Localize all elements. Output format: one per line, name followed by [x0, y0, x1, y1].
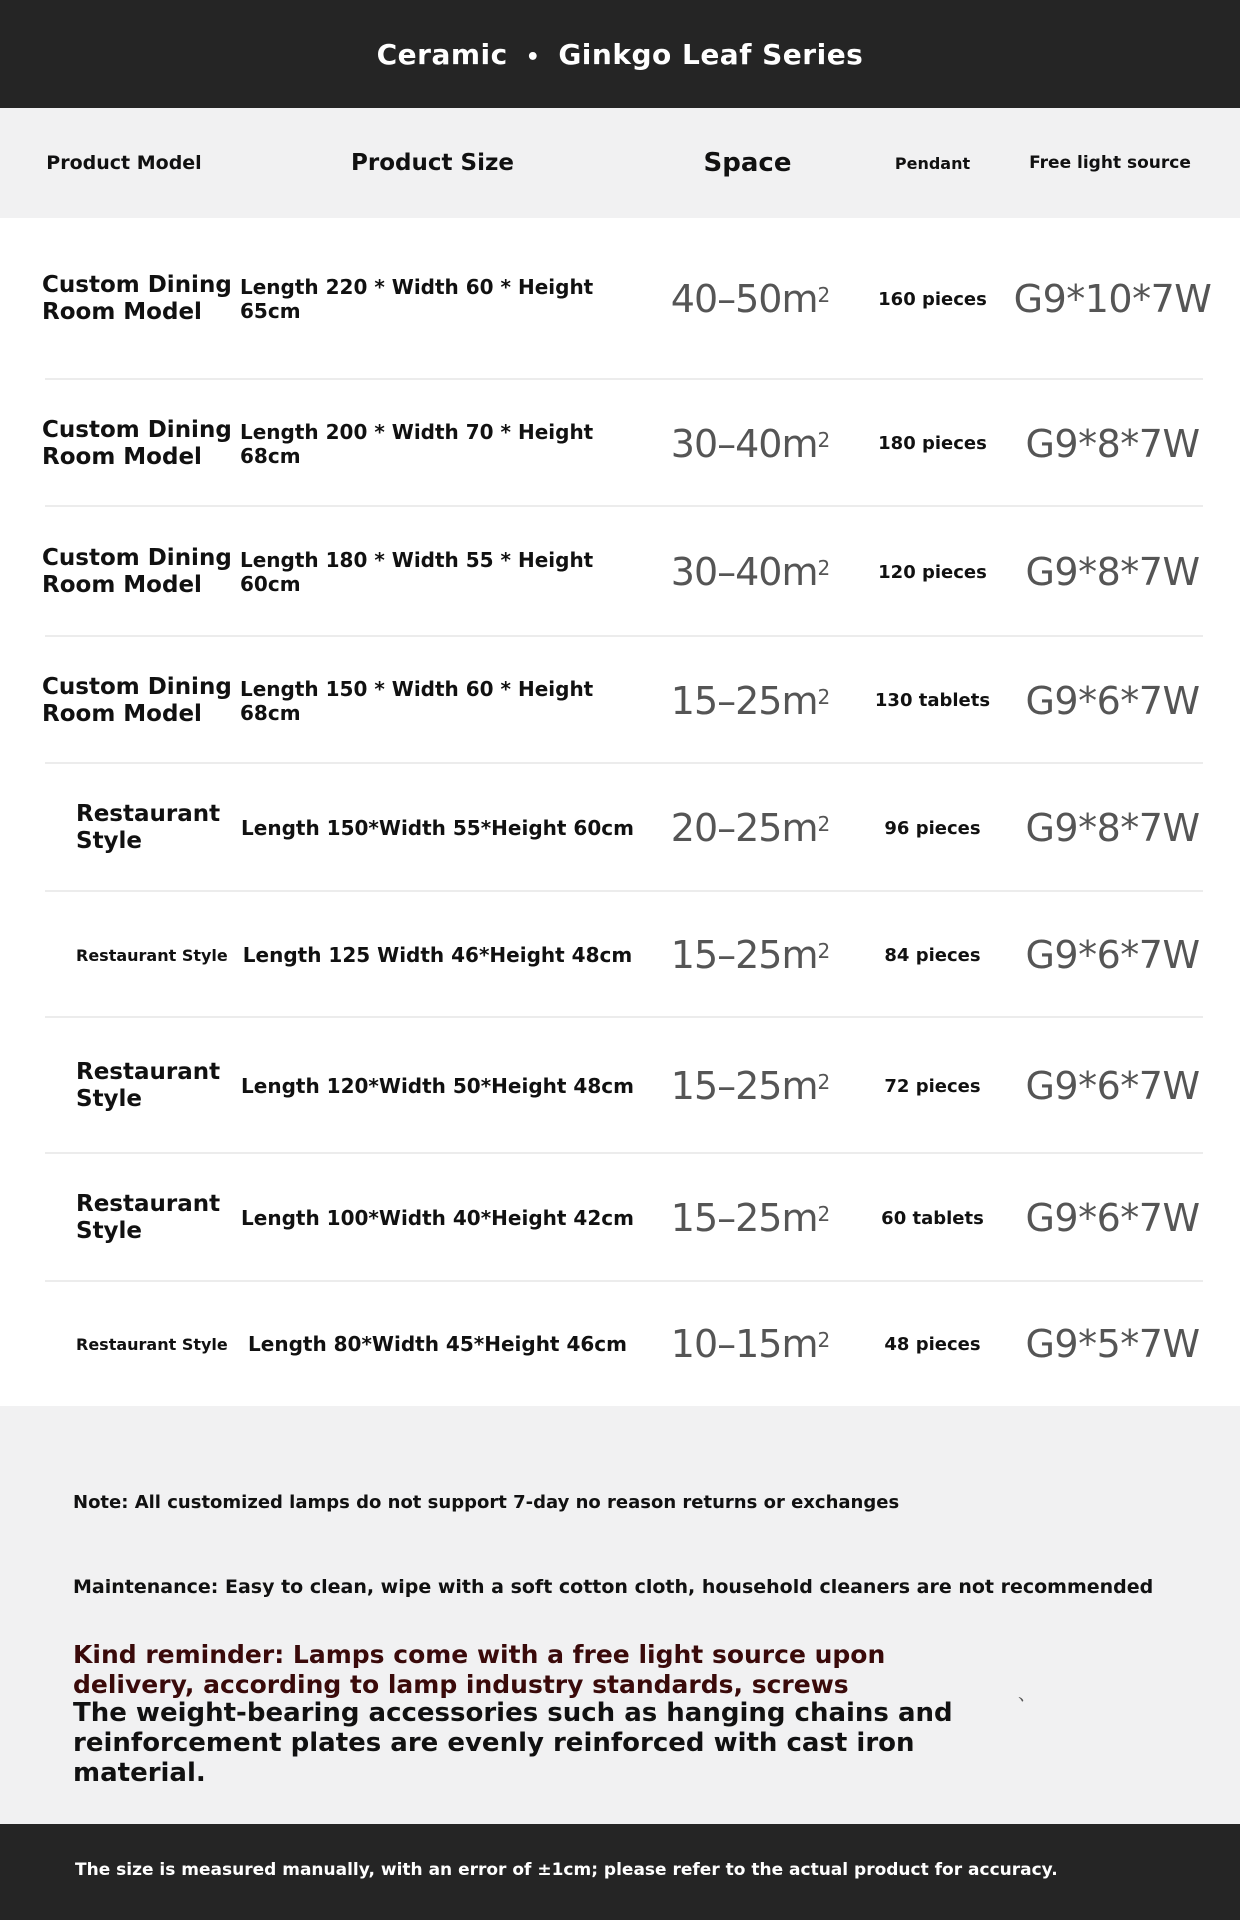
row-light: G9*8*7W — [1025, 550, 1200, 594]
row-space-value: 30–40m — [670, 550, 818, 594]
table-row — [0, 218, 1240, 380]
row-space-unit-superscript: 2 — [817, 684, 830, 709]
row-space — [650, 1018, 850, 1154]
table-row — [0, 637, 1240, 764]
spec-table — [0, 218, 1240, 1406]
row-light: G9*8*7W — [1025, 806, 1200, 850]
header-space: Space — [703, 148, 792, 178]
notes-section — [0, 1406, 1240, 1824]
tick-mark: 、 — [1018, 1684, 1036, 1705]
row-pendant: 130 tablets — [874, 690, 991, 711]
row-space-value: 15–25m — [670, 1064, 818, 1108]
title-left: Ceramic — [376, 37, 508, 71]
row-space-value: 15–25m — [670, 933, 818, 977]
row-light: G9*6*7W — [1025, 678, 1200, 723]
row-light: G9*6*7W — [1025, 1064, 1200, 1108]
row-space-unit-superscript: 2 — [817, 1070, 830, 1094]
title-bar — [0, 0, 1240, 108]
row-size: Length 100*Width 40*Height 42cm — [241, 1206, 634, 1230]
row-space-value: 20–25m — [670, 806, 818, 850]
weight-bearing-note: The weight-bearing accessories such as hanging chains and reinforcement plates are evenly reinforced with cast iron material. — [73, 1698, 953, 1788]
row-light: G9*10*7W — [1013, 277, 1212, 321]
header-product-model: Product Model — [46, 152, 202, 174]
row-pendant: 84 pieces — [884, 944, 981, 966]
table-header — [0, 108, 1240, 218]
row-model: Restaurant Style — [76, 945, 228, 965]
row-light: G9*8*7W — [1025, 421, 1200, 466]
header-product-size: Product Size — [351, 150, 514, 176]
row-pendant: 60 tablets — [881, 1207, 984, 1229]
title-separator: • — [525, 44, 541, 70]
table-row — [0, 1018, 1240, 1154]
row-space — [650, 218, 850, 380]
table-row — [0, 1282, 1240, 1406]
footer-text: The size is measured manually, with an error of ±1cm; please refer to the actual product for accuracy. — [75, 1860, 1058, 1880]
row-size: Length 150*Width 55*Height 60cm — [241, 816, 634, 840]
row-pendant: 48 pieces — [884, 1333, 981, 1355]
row-size: Length 120*Width 50*Height 48cm — [241, 1074, 634, 1098]
row-size: Length 80*Width 45*Height 46cm — [248, 1332, 627, 1356]
page-title — [377, 38, 864, 71]
row-light: G9*5*7W — [1025, 1322, 1200, 1366]
row-space — [650, 892, 850, 1018]
returns-note: Note: All customized lamps do not support 7-day no reason returns or exchanges — [73, 1492, 900, 1513]
row-space-value: 15–25m — [670, 678, 818, 723]
header-pendant: Pendant — [894, 153, 971, 173]
table-row — [0, 380, 1240, 507]
row-space — [650, 637, 850, 764]
row-pendant: 72 pieces — [884, 1075, 981, 1097]
row-space-unit-superscript: 2 — [817, 427, 830, 452]
row-space-value: 10–15m — [670, 1322, 818, 1366]
row-size: Length 220 * Width 60 * Height 65cm — [240, 275, 594, 323]
row-space-value: 30–40m — [670, 421, 818, 466]
row-space — [650, 507, 850, 637]
row-light: G9*6*7W — [1025, 1196, 1200, 1240]
row-pendant: 160 pieces — [878, 288, 987, 310]
row-space — [650, 380, 850, 507]
header-free-light-source: Free light source — [1029, 153, 1191, 173]
row-space-unit-superscript: 2 — [817, 1202, 830, 1226]
table-row — [0, 764, 1240, 892]
row-model: Restaurant Style — [76, 1059, 221, 1112]
row-size: Length 180 * Width 55 * Height 60cm — [240, 548, 594, 596]
title-right: Ginkgo Leaf Series — [558, 37, 864, 71]
row-space-unit-superscript: 2 — [817, 556, 830, 580]
row-pendant: 96 pieces — [884, 817, 981, 839]
row-space — [650, 1282, 850, 1406]
row-model: Custom Dining Room Model — [42, 416, 232, 470]
row-model: Restaurant Style — [76, 1191, 221, 1244]
row-model: Custom Dining Room Model — [42, 673, 232, 727]
row-size: Length 150 * Width 60 * Height 68cm — [240, 676, 594, 725]
row-space — [650, 1154, 850, 1282]
row-space-unit-superscript: 2 — [817, 812, 830, 836]
row-space — [650, 764, 850, 892]
row-light: G9*6*7W — [1025, 933, 1200, 977]
row-size: Length 200 * Width 70 * Height 68cm — [240, 419, 594, 468]
row-model: Restaurant Style — [76, 1334, 228, 1354]
row-size: Length 125 Width 46*Height 48cm — [242, 943, 633, 967]
row-pendant: 120 pieces — [878, 561, 987, 583]
kind-reminder: Kind reminder: Lamps come with a free light source upon delivery, according to lamp industry standards, screws — [73, 1640, 886, 1699]
row-pendant: 180 pieces — [878, 433, 987, 454]
row-space-value: 40–50m — [670, 277, 818, 321]
row-model: Custom Dining Room Model — [42, 545, 232, 598]
footer-bar — [0, 1824, 1240, 1920]
row-space-unit-superscript: 2 — [817, 1328, 830, 1352]
row-space-unit-superscript: 2 — [817, 283, 830, 307]
table-row — [0, 1154, 1240, 1282]
table-row — [0, 892, 1240, 1018]
table-row — [0, 507, 1240, 637]
maintenance-note: Maintenance: Easy to clean, wipe with a soft cotton cloth, household cleaners are not recommended — [73, 1576, 1154, 1598]
row-model: Custom Dining Room Model — [42, 272, 232, 325]
row-space-value: 15–25m — [670, 1196, 818, 1240]
row-space-unit-superscript: 2 — [817, 939, 830, 963]
row-model: Restaurant Style — [76, 801, 221, 854]
